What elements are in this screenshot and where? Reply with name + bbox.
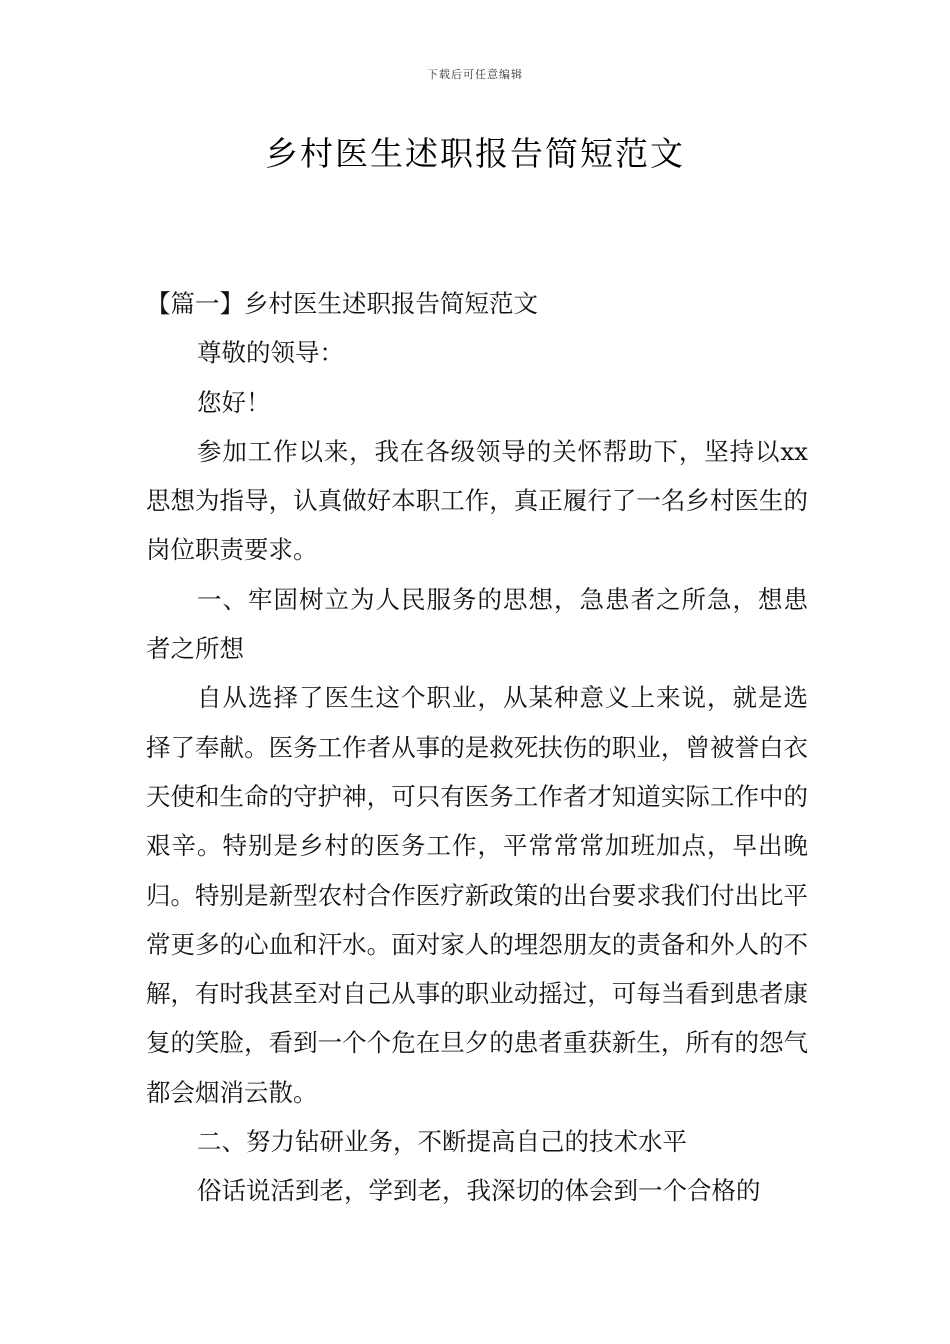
section-heading: 【篇一】乡村医生述职报告简短范文 [146,289,538,318]
paragraph-dedication: 自从选择了医生这个职业，从某种意义上来说，就是选择了奉献。医务工作者从事的是救死扶伤的职业，曾被誉白衣天使和生命的守护神，可只有医务工作者才知道实际工作中的艰辛。特别是乡村的医务工作，平常常常加班加点，早出晚归。特别是新型农村合作医疗新政策的出台要求我们付出比平常更多的心血和汗水。面对家人的埋怨朋友的责备和外人的不解，有时我甚至对自己从事的职业动摇过，可每当看到患者康复的笑脸，看到一个个危在旦夕的患者重获新生，所有的怨气都会烟消云散。 [146,683,808,1107]
salutation: 尊敬的领导： [197,338,344,368]
greeting: 您好！ [197,387,271,417]
subheading-one: 一、牢固树立为人民服务的思想，急患者之所急，想患者之所想 [146,584,808,664]
header-note: 下载后可任意编辑 [427,68,523,81]
subheading-two: 二、努力钻研业务，不断提高自己的技术水平 [197,1127,687,1157]
paragraph-intro: 参加工作以来，我在各级领导的关怀帮助下，坚持以xx思想为指导，认真做好本职工作，真正履行了一名乡村医生的岗位职责要求。 [146,436,808,565]
paragraph-learning: 俗话说活到老，学到老，我深切的体会到一个合格的 [197,1176,761,1206]
document-body [146,279,808,1216]
document-title: 乡村医生述职报告简短范文 [265,134,685,173]
